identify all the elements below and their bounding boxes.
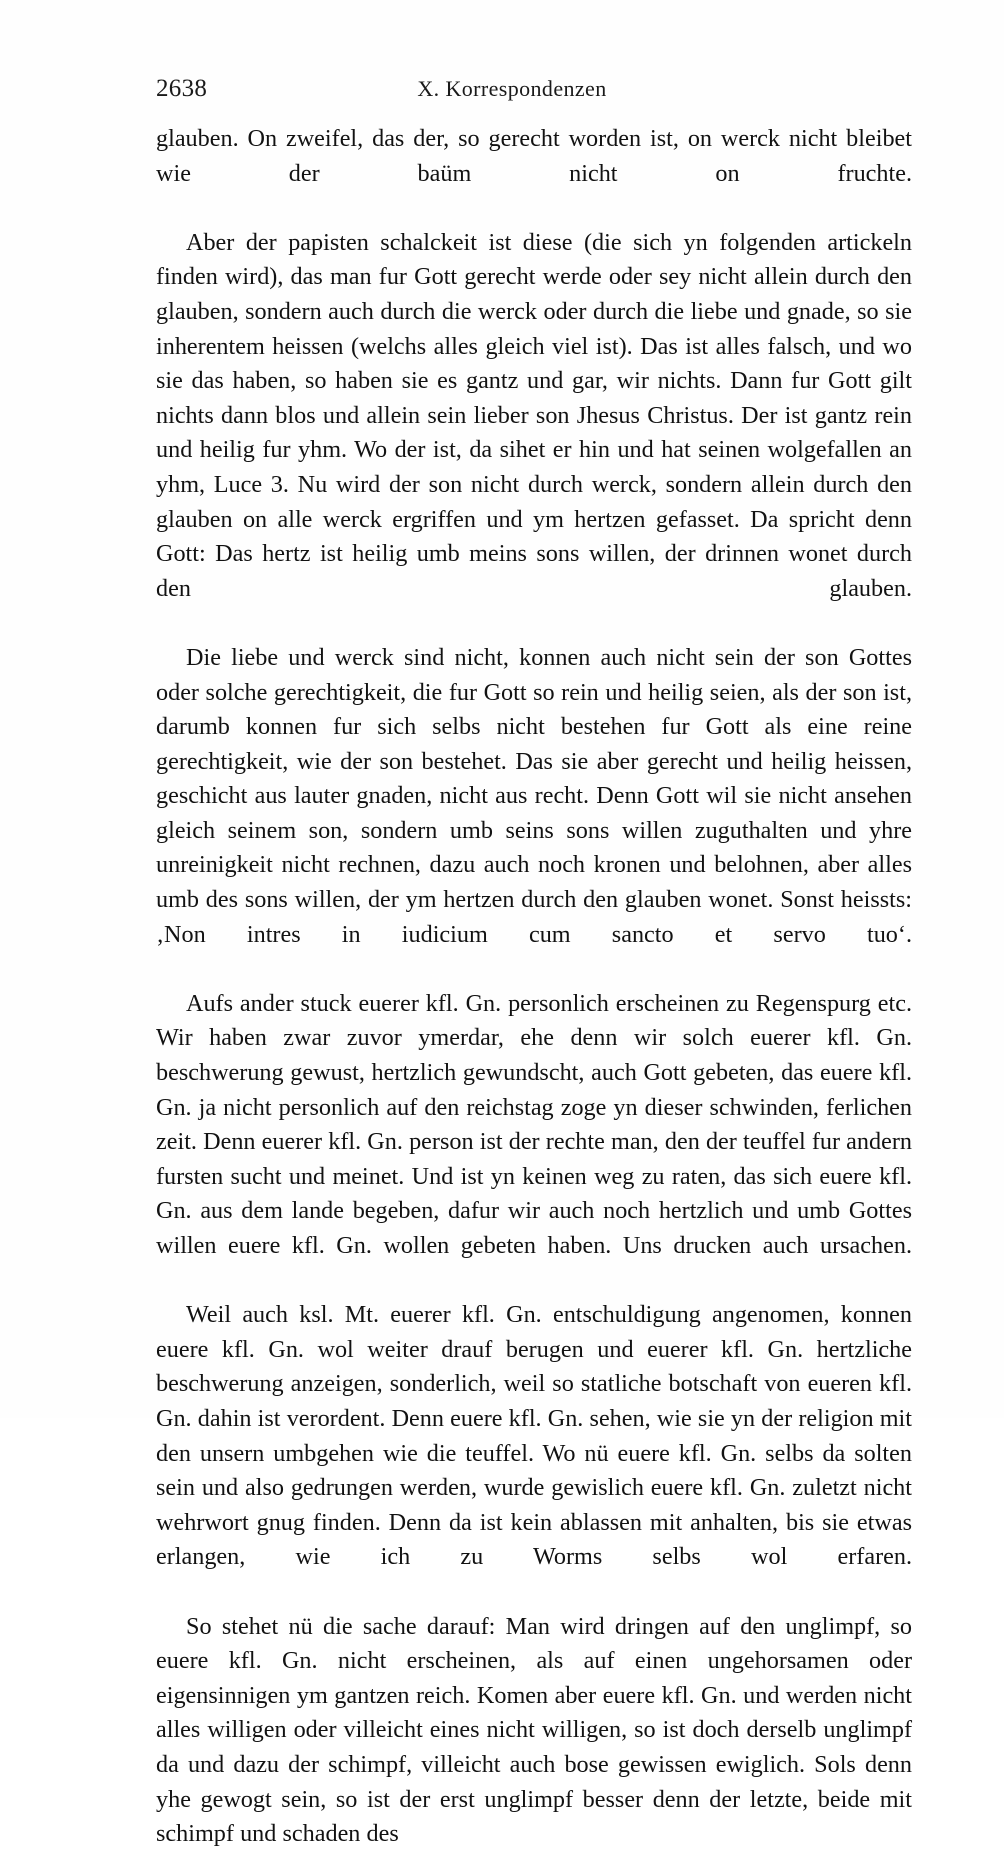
paragraph-5: Weil auch ksl. Mt. euerer kfl. Gn. entschuldigung angenomen, konnen euere kfl. Gn. wol weiter drauf berugen und euerer kfl. Gn. hertzliche beschwerung anzeigen, sonderlich, weil so statliche botschaft von eueren kfl. Gn. dahin ist verordent. Denn euere kfl. Gn. sehen, wie sie yn der religion mit den unsern umbgehen wie die teuffel. Wo nü euere kfl. Gn. selbs da solten sein und also gedrungen werden, wurde gewislich euere kfl. Gn. zuletzt nicht wehrwort gnug finden. Denn da ist kein ablassen mit anhalten, bis sie etwas erlangen, wie ich zu Worms selbs wol erfaren. <box>156 1301 912 1571</box>
paragraph-2: Aber der papisten schalckeit ist diese (die sich yn folgenden artickeln finden wird), das man fur Gott gerecht werde oder sey nicht allein durch den glauben, sondern auch durch die werck oder durch die liebe und gnade, so sie inherentem heissen (welchs alles gleich viel ist). Das ist alles falsch, und wo sie das haben, so haben sie es gantz und gar, wir nichts. Dann fur Gott gilt nichts dann blos und allein sein lieber son Jhesus Christus. Der ist gantz rein und heilig fur yhm. Wo der ist, da sihet er hin und hat seinen wolgefallen an yhm, Luce 3. Nu wird der son nicht durch werck, sondern allein durch den glauben on alle werck ergriffen und ym hertzen gefasset. Da spricht denn Gott: Das hertz ist heilig umb meins sons willen, der drinnen wonet durch den glauben. <box>156 228 912 602</box>
page-number: 2638 <box>156 75 208 102</box>
paragraph-6: So stehet nü die sache darauf: Man wird dringen auf den unglimpf, so euere kfl. Gn. nicht erscheinen, als auf einen ungehorsamen oder eigensinnigen ym gantzen reich. Komen aber euere kfl. Gn. und werden nicht alles willigen oder villeicht eines nicht willigen, so ist doch derselb unglimpf da und dazu der schimpf, villeicht auch bose gewissen ewiglich. Sols denn yhe gewogt sein, so ist der erst unglimpf besser denn der letzte, beide mit schimpf und schaden des <box>156 1612 912 1848</box>
paragraph-4: Aufs ander stuck euerer kfl. Gn. personlich erscheinen zu Regenspurg etc. Wir haben zwar zuvor ymerdar, ehe denn wir solch euerer kfl. Gn. beschwerung gewust, hertzlich gewundscht, auch Gott gebeten, das euere kfl. Gn. ja nicht personlich auf den reichstag zoge yn dieser schwinden, ferlichen zeit. Denn euerer kfl. Gn. person ist der rechte man, den der teuffel fur andern fursten sucht und meinet. Und ist yn keinen weg zu raten, das sich euere kfl. Gn. aus dem lande begeben, dafur wir auch noch hertzlich und umb Gottes willen euere kfl. Gn. wollen gebeten haben. Uns drucken auch ursachen. <box>156 989 912 1259</box>
paragraph-3: Die liebe und werck sind nicht, konnen auch nicht sein der son Gottes oder solche gerechtigkeit, die fur Gott so rein und heilig seien, als der son ist, darumb konnen fur sich selbs nicht bestehen fur Gott als eine reine gerechtigkeit, wie der son bestehet. Das sie aber gerecht und heilig heissen, geschicht aus lauter gnaden, nicht aus recht. Denn Gott wil sie nicht ansehen gleich seinem son, sondern umb seins sons willen zuguthalten und yhre unreinigkeit nicht rechnen, dazu auch noch kronen und belohnen, aber alles umb des sons willen, der ym hertzen durch den glauben wonet. Sonst heissts: ‚Non intres in iudicium cum sancto et servo tuo‘. <box>156 643 912 948</box>
body-text-block <box>156 122 912 1852</box>
running-header <box>156 74 868 104</box>
running-title: X. Korrespondenzen <box>417 76 607 101</box>
paragraph-1: glauben. On zweifel, das der, so gerecht worden ist, on werck nicht bleibet wie der baüm nicht on fruchte. <box>156 125 912 187</box>
